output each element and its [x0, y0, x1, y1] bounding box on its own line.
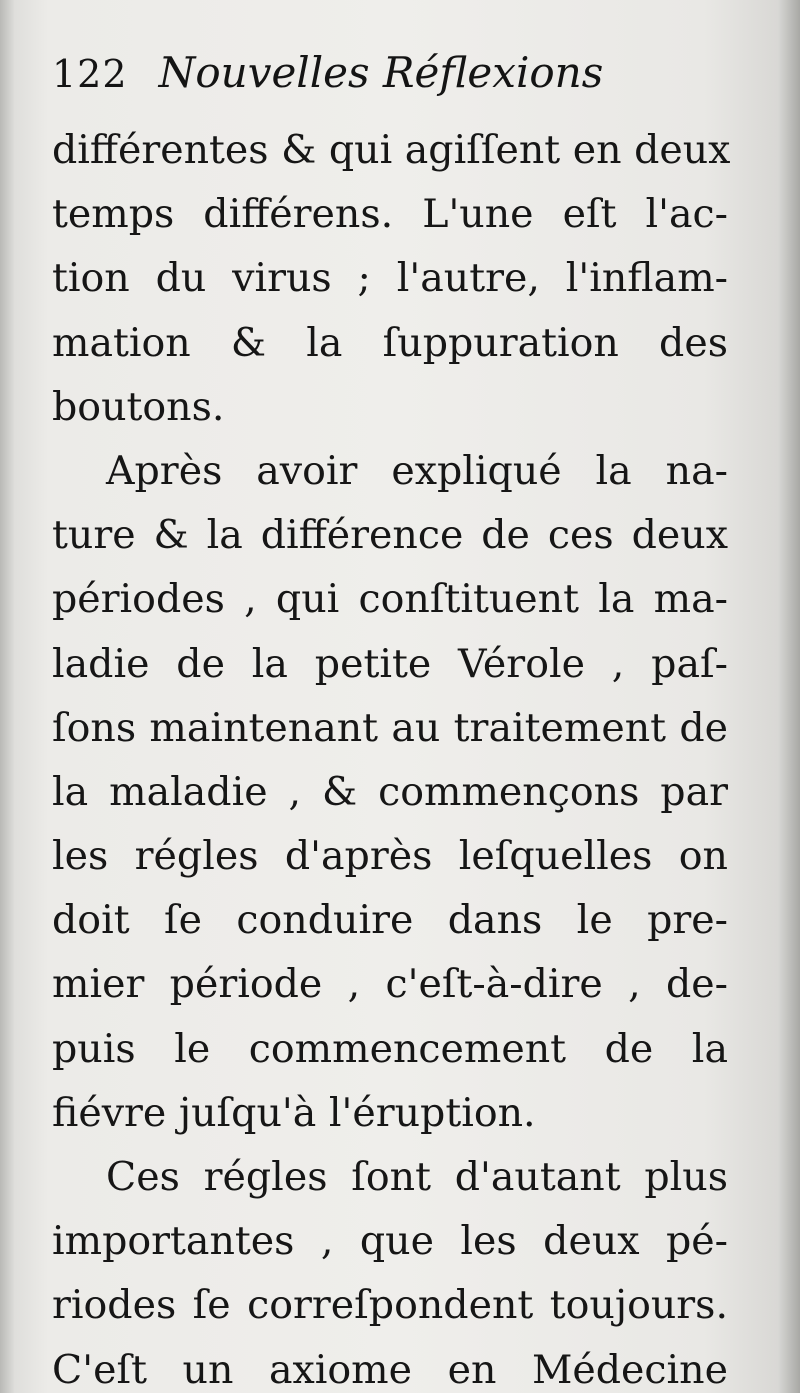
text-line: importantes , que les deux pé-: [52, 1218, 728, 1265]
text-line: C'eſt un axiome en Médecine: [52, 1346, 728, 1393]
running-title: Nouvelles Réflexions: [158, 48, 604, 97]
body-text: [52, 118, 731, 1393]
page-left-edge: [0, 0, 14, 1393]
text-line: riodes ſe correſpondent toujours.: [52, 1282, 728, 1329]
text-line: tion du virus ; l'autre, l'inflam-: [52, 255, 728, 302]
text-line: doit ſe conduire dans le pre-: [52, 897, 728, 944]
text-line: mier période , c'eſt-à-dire , de-: [52, 961, 728, 1008]
text-line: les régles d'après leſquelles on: [52, 833, 728, 880]
text-line: puis le commencement de la: [52, 1025, 728, 1072]
page-right-edge: [778, 0, 800, 1393]
text-line: boutons.: [52, 383, 225, 430]
text-line: ladie de la petite Vérole , paſ-: [52, 640, 728, 687]
text-line: Après avoir expliqué la na-: [106, 447, 728, 494]
text-line: ture & la différence de ces deux: [52, 512, 728, 559]
text-line: différentes & qui agiſſent en deux: [52, 127, 731, 173]
page-header: [52, 48, 603, 97]
text-line: Ces régles ſont d'autant plus: [106, 1154, 728, 1200]
text-line: ſons maintenant au traitement de: [52, 704, 728, 751]
text-line: la maladie , & commençons par: [52, 768, 728, 815]
page-number: 122: [52, 52, 128, 96]
text-line: mation & la ſuppuration des: [52, 319, 728, 366]
text-line: périodes , qui conſtituent la ma-: [52, 576, 728, 623]
text-line: fiévre juſqu'à l'éruption.: [52, 1089, 536, 1136]
text-line: temps différens. L'une eſt l'ac-: [52, 191, 728, 238]
